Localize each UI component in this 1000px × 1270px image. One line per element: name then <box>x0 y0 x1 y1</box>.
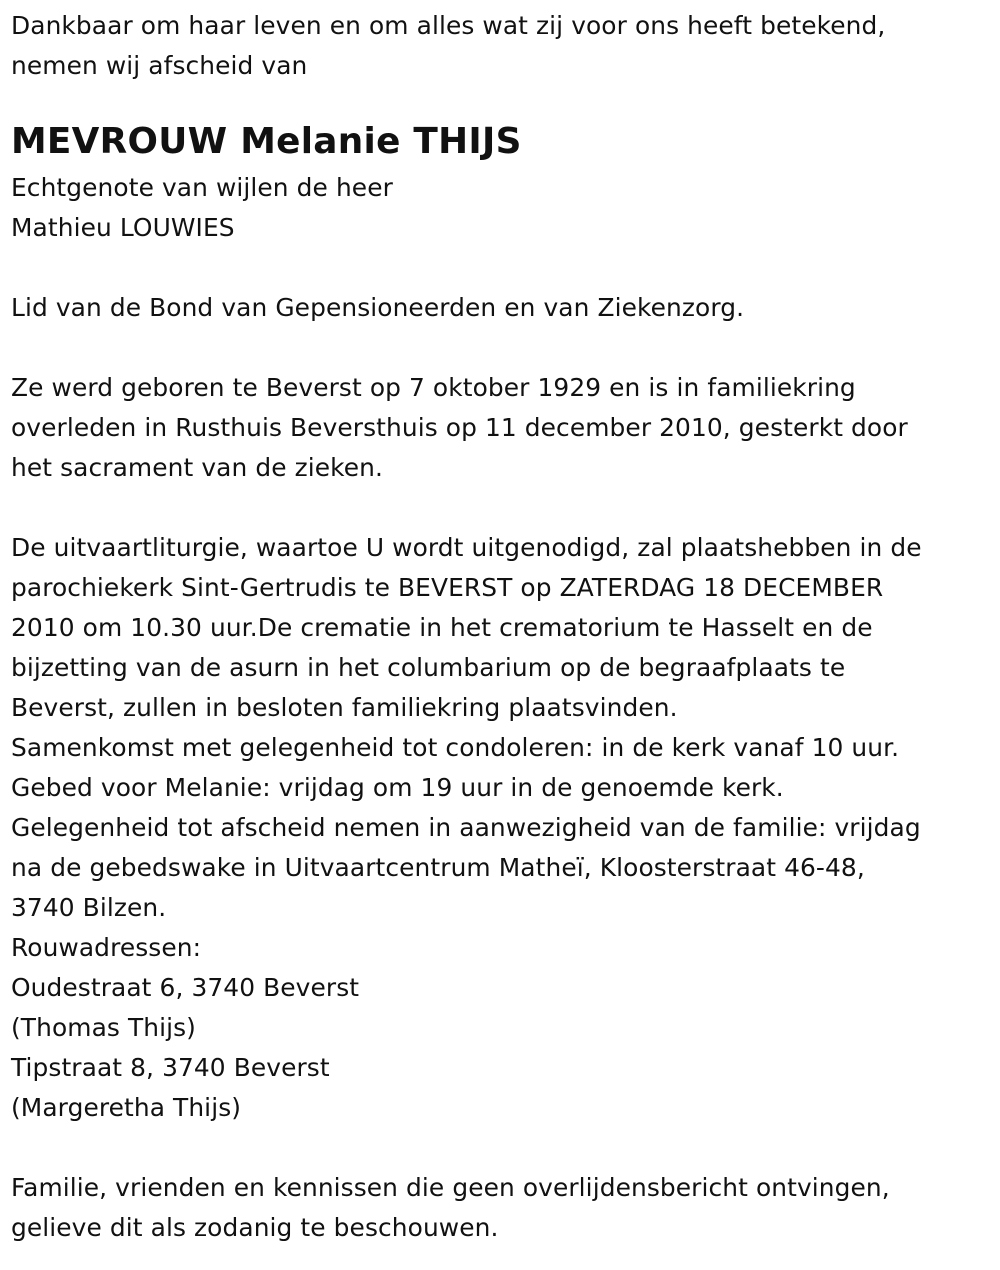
spacer <box>11 328 996 368</box>
intro-block <box>11 6 996 86</box>
spouse-line: Mathieu LOUWIES <box>11 213 235 242</box>
spacer <box>11 1128 996 1168</box>
funeral-line: parochiekerk Sint-Gertrudis te BEVERST op ZATERDAG 18 DECEMBER <box>11 573 884 602</box>
intro-line: nemen wij afscheid van <box>11 51 308 80</box>
mourning-addresses-heading: Rouwadressen: <box>11 933 202 962</box>
spacer <box>11 248 996 288</box>
spacer <box>11 86 996 112</box>
membership-text: Lid van de Bond van Gepensioneerden en van Ziekenzorg. <box>11 293 745 322</box>
farewell-line: 3740 Bilzen. <box>11 893 167 922</box>
closing-block <box>11 1168 996 1248</box>
mourning-address: Oudestraat 6, 3740 Beverst <box>11 973 360 1002</box>
birth-death-block <box>11 368 996 488</box>
mourning-address-name: (Margeretha Thijs) <box>11 1093 242 1122</box>
mourning-address: Tipstraat 8, 3740 Beverst <box>11 1053 330 1082</box>
farewell-line: Gelegenheid tot afscheid nemen in aanwezigheid van de familie: vrijdag <box>11 813 921 842</box>
funeral-line: 2010 om 10.30 uur.De crematie in het crematorium te Hasselt en de <box>11 613 873 642</box>
prayer-line: Gebed voor Melanie: vrijdag om 19 uur in de genoemde kerk. <box>11 773 784 802</box>
spacer <box>11 488 996 528</box>
funeral-line: bijzetting van de asurn in het columbarium op de begraafplaats te <box>11 653 846 682</box>
closing-line: Familie, vrienden en kennissen die geen overlijdensbericht ontvingen, <box>11 1173 890 1202</box>
funeral-line: De uitvaartliturgie, waartoe U wordt uitgenodigd, zal plaatshebben in de <box>11 533 922 562</box>
spouse-block <box>11 168 996 248</box>
funeral-block <box>11 528 996 1128</box>
birth-death-line: overleden in Rusthuis Beversthuis op 11 december 2010, gesterkt door <box>11 413 908 442</box>
birth-death-line: Ze werd geboren te Beverst op 7 oktober 1929 en is in familiekring <box>11 373 856 402</box>
condolence-line: Samenkomst met gelegenheid tot condoleren: in de kerk vanaf 10 uur. <box>11 733 900 762</box>
mourning-address-name: (Thomas Thijs) <box>11 1013 196 1042</box>
birth-death-line: het sacrament van de zieken. <box>11 453 384 482</box>
deceased-name: MEVROUW Melanie THIJS <box>11 121 522 162</box>
funeral-line: Beverst, zullen in besloten familiekring plaatsvinden. <box>11 693 678 722</box>
death-notice <box>11 0 996 1248</box>
closing-line: gelieve dit als zodanig te beschouwen. <box>11 1213 499 1242</box>
intro-line: Dankbaar om haar leven en om alles wat zij voor ons heeft betekend, <box>11 11 886 40</box>
spouse-line: Echtgenote van wijlen de heer <box>11 173 393 202</box>
farewell-line: na de gebedswake in Uitvaartcentrum Matheï, Kloosterstraat 46-48, <box>11 853 865 882</box>
